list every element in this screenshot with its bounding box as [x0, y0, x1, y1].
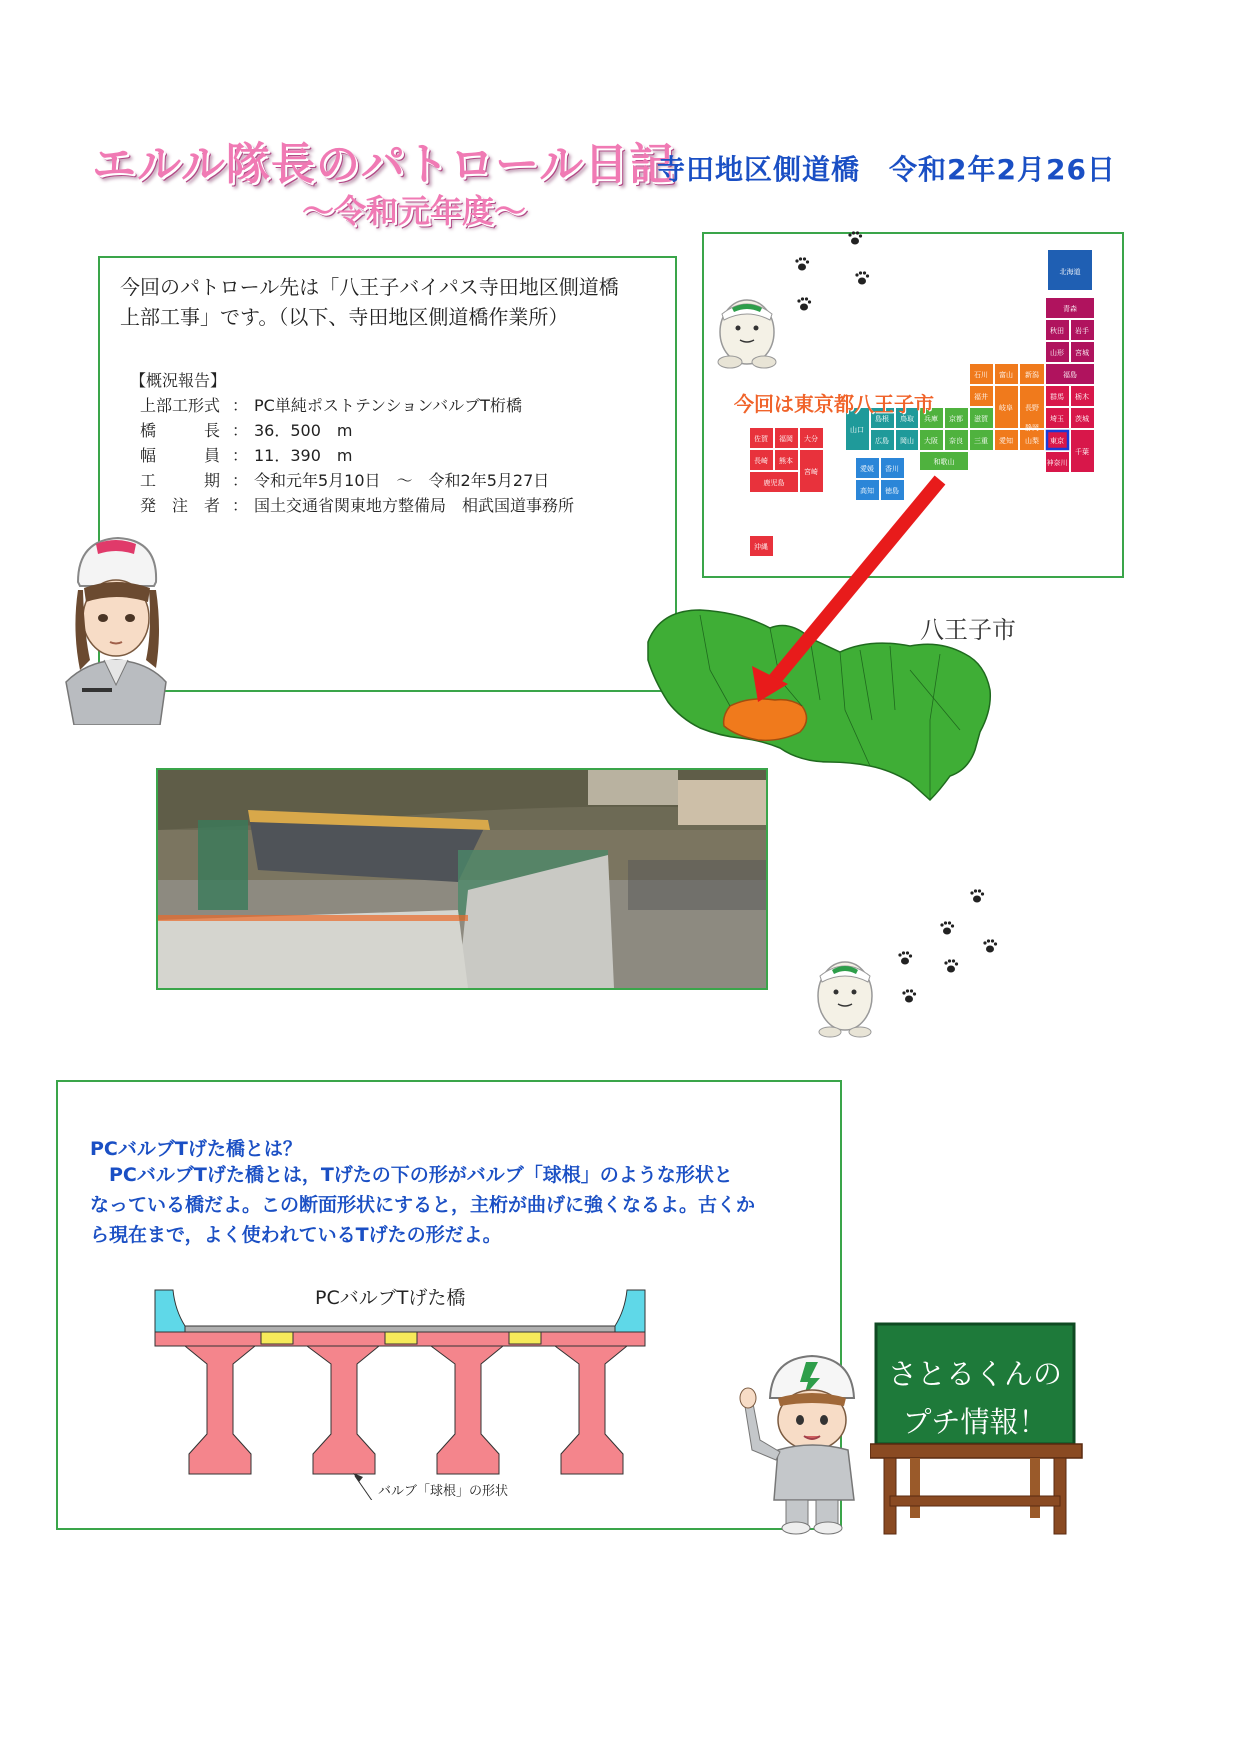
report-row	[140, 468, 574, 493]
svg-text:大分: 大分	[804, 435, 818, 443]
svg-text:山梨: 山梨	[1025, 437, 1039, 445]
svg-text:埼玉: 埼玉	[1050, 415, 1064, 423]
svg-text:京都: 京都	[949, 415, 963, 423]
engineer-character-illustration	[56, 520, 176, 725]
svg-text:大阪: 大阪	[924, 437, 938, 445]
svg-text:宮城: 宮城	[1075, 349, 1089, 357]
mascot-character-icon	[810, 950, 880, 1040]
svg-text:秋田: 秋田	[1050, 327, 1064, 335]
intro-line-1: 今回のパトロール先は「八王子バイパス寺田地区側道橋	[120, 275, 619, 299]
report-key: 幅 員	[140, 446, 221, 465]
svg-text:鳥取: 鳥取	[900, 415, 914, 423]
svg-text:長崎: 長崎	[754, 457, 768, 465]
girder-cross-section-diagram	[145, 1270, 665, 1500]
svg-text:群馬: 群馬	[1050, 393, 1064, 401]
svg-text:千葉: 千葉	[1075, 448, 1089, 456]
svg-text:東京: 東京	[1050, 437, 1064, 445]
svg-text:宮崎: 宮崎	[804, 468, 818, 476]
svg-text:佐賀: 佐賀	[754, 435, 768, 443]
report-key: 上部工形式	[140, 396, 221, 415]
svg-text:香川: 香川	[885, 465, 899, 473]
svg-text:岡山: 岡山	[900, 437, 914, 445]
report-key: 橋 長	[140, 421, 221, 440]
report-key: 発 注 者	[140, 496, 221, 515]
svg-text:富山: 富山	[999, 371, 1013, 379]
svg-text:愛知: 愛知	[999, 437, 1013, 445]
report-table	[140, 393, 574, 518]
report-value: PC単純ポストテンションバルブT桁橋	[254, 396, 522, 415]
svg-text:和歌山: 和歌山	[933, 458, 955, 466]
svg-text:福井: 福井	[974, 393, 988, 401]
svg-text:三重: 三重	[974, 437, 988, 445]
construction-site-photo-image	[158, 770, 766, 988]
map-caption: 今回は東京都八王子市	[734, 392, 934, 416]
info-body	[90, 1160, 810, 1250]
svg-text:島根: 島根	[875, 415, 889, 423]
svg-text:長野: 長野	[1025, 404, 1039, 412]
svg-text:岩手: 岩手	[1075, 327, 1089, 335]
svg-text:広島: 広島	[875, 437, 889, 445]
page-subtitle: ～令和元年度～	[302, 192, 527, 230]
svg-text:石川: 石川	[974, 371, 988, 379]
report-colon: ：	[232, 396, 249, 415]
site-date-heading: 寺田地区側道橋 令和2年2月26日	[657, 153, 1116, 186]
svg-text:沖縄: 沖縄	[754, 543, 768, 551]
report-row	[140, 393, 574, 418]
blackboard-line-1: さとるくんの	[887, 1357, 1062, 1391]
svg-text:青森: 青森	[1063, 305, 1077, 313]
mascot-character-icon	[712, 290, 782, 370]
svg-text:山形: 山形	[1050, 349, 1064, 357]
svg-text:神奈川: 神奈川	[1046, 459, 1068, 467]
svg-text:山口: 山口	[850, 426, 864, 434]
svg-text:静岡: 静岡	[1025, 424, 1039, 432]
info-body-line: PCバルブTげた橋とは，Tげたの下の形がバルブ「球根」のような形状と	[90, 1164, 733, 1186]
svg-text:奈良: 奈良	[949, 437, 963, 445]
svg-text:北海道: 北海道	[1059, 268, 1081, 276]
info-body-line: ら現在まで，よく使われているTげたの形だよ。	[90, 1224, 502, 1246]
svg-text:愛媛: 愛媛	[860, 465, 874, 473]
report-colon: ：	[232, 446, 249, 465]
report-row	[140, 418, 574, 443]
report-colon: ：	[232, 496, 249, 515]
svg-text:徳島: 徳島	[885, 487, 899, 495]
report-row	[140, 493, 574, 518]
paw-prints-icon	[790, 225, 900, 325]
diagram-note: バルブ「球根」の形状	[378, 1484, 509, 1499]
blackboard-text	[880, 1350, 1070, 1446]
svg-text:鹿児島: 鹿児島	[763, 479, 785, 487]
svg-text:岐阜: 岐阜	[999, 404, 1013, 412]
report-value: 国土交通省関東地方整備局 相武国道事務所	[254, 496, 575, 515]
satoru-kun-character-illustration	[730, 1340, 870, 1535]
svg-text:熊本: 熊本	[779, 457, 793, 465]
svg-text:茨城: 茨城	[1075, 415, 1089, 423]
svg-text:滋賀: 滋賀	[974, 415, 988, 423]
svg-text:福島: 福島	[1063, 371, 1077, 379]
hachioji-label: 八王子市	[920, 616, 1016, 644]
report-key: 工 期	[140, 471, 221, 490]
report-value: 令和元年5月10日 ～ 令和2年5月27日	[254, 471, 550, 490]
paw-prints-icon	[885, 885, 1005, 1015]
intro-line-2: 上部工事」です。（以下、寺田地区側道橋作業所）	[120, 305, 569, 329]
report-row	[140, 443, 574, 468]
svg-text:兵庫: 兵庫	[924, 415, 938, 423]
svg-text:栃木: 栃木	[1075, 393, 1089, 401]
svg-text:高知: 高知	[860, 487, 874, 495]
diagram-title: PCバルブTげた橋	[315, 1287, 466, 1309]
intro-text	[120, 272, 680, 332]
bulb-t-girders	[185, 1346, 627, 1474]
report-colon: ：	[232, 421, 249, 440]
report-value: 36．500 m	[254, 421, 353, 440]
svg-text:福岡: 福岡	[779, 435, 793, 443]
construction-site-photo	[156, 768, 768, 990]
info-body-line: なっている橋だよ。この断面形状にすると，主桁が曲げに強くなるよ。古くか	[90, 1194, 756, 1216]
report-heading: 【概況報告】	[130, 371, 227, 390]
svg-text:新潟: 新潟	[1025, 371, 1039, 379]
report-colon: ：	[232, 471, 249, 490]
blackboard-line-2: プチ情報！	[902, 1405, 1048, 1439]
page-title: エルル隊長のパトロール日記	[92, 139, 675, 190]
report-value: 11．390 m	[254, 446, 353, 465]
info-question: PCバルブTげた橋とは？	[90, 1138, 302, 1160]
